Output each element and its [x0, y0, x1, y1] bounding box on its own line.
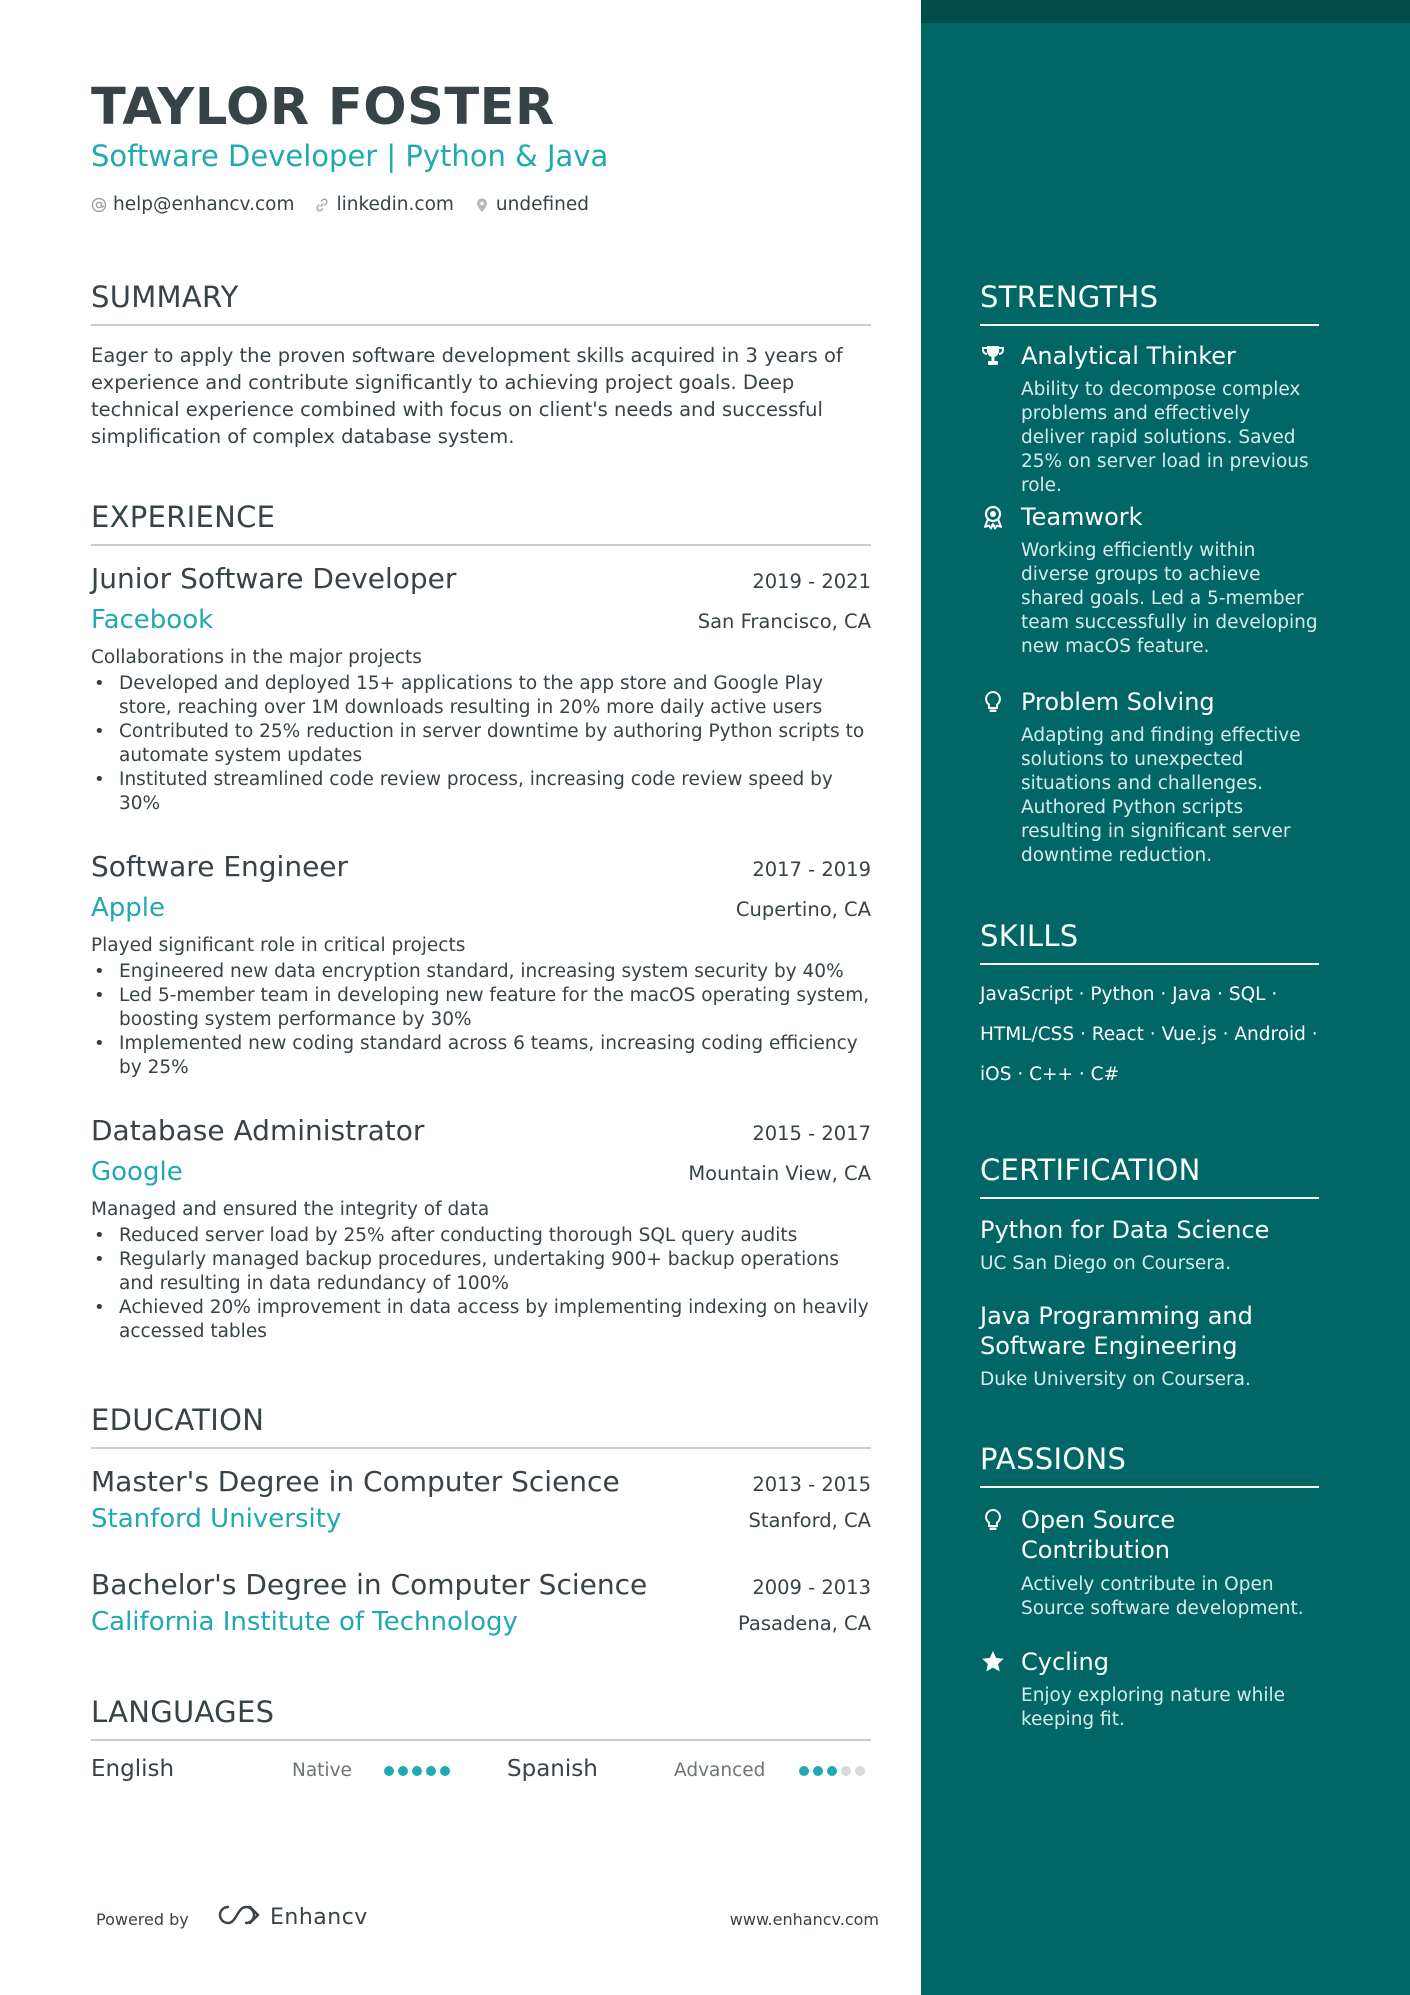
strength-title: Analytical Thinker: [1021, 342, 1236, 370]
passion-title: Open Source Contribution: [1021, 1506, 1176, 1564]
job-location: San Francisco, CA: [697, 610, 871, 633]
language-rating: [384, 1766, 450, 1776]
rating-dot-filled: [827, 1766, 837, 1776]
skills-line: JavaScript · Python · Java · SQL ·: [980, 984, 1278, 1005]
strength-item: [980, 688, 1319, 868]
candidate-title: Software Developer | Python & Java: [91, 139, 609, 173]
enhancv-logo[interactable]: [214, 1902, 368, 1932]
rating-dot-filled: [799, 1766, 809, 1776]
trophy-icon: [980, 343, 1006, 369]
certification-issuer: UC San Diego on Coursera.: [980, 1253, 1232, 1274]
languages-row: [91, 1756, 871, 1786]
location-pin-icon: [474, 197, 490, 213]
job-role: Software Engineer: [91, 850, 349, 883]
skills-line: HTML/CSS · React · Vue.js · Android ·: [980, 1024, 1318, 1045]
education-heading: EDUCATION: [91, 1403, 871, 1449]
candidate-name: TAYLOR FOSTER: [91, 78, 555, 137]
skills-heading: SKILLS: [980, 919, 1319, 965]
summary-text: Eager to apply the proven software development skills acquired in 3 years of experience and contribute significantly to achieving project goals. Deep technical experience combined with focus on client's needs and successful simplification of complex database system.: [91, 344, 843, 448]
email-text: help@enhancv.com: [113, 194, 295, 215]
passion-item: [980, 1648, 1319, 1732]
certification-title: Java Programming and Software Engineering: [980, 1302, 1253, 1360]
job-dates: 2015 - 2017: [752, 1122, 871, 1145]
degree-title: Master's Degree in Computer Science: [91, 1465, 620, 1498]
education-entry: [91, 1568, 871, 1637]
job-entry: [91, 562, 871, 816]
education-dates: 2009 - 2013: [752, 1576, 871, 1599]
job-bullet: • Developed and deployed 15+ applications to the app store and Google Play store, reaching over 1M downloads resulting in 20% more daily active users: [91, 672, 871, 720]
lightbulb-icon: [980, 1507, 1006, 1533]
language-level: Advanced: [674, 1760, 766, 1781]
education-entry: [91, 1465, 871, 1534]
job-entry: [91, 850, 871, 1080]
contact-row: [91, 194, 609, 215]
rating-dot-filled: [398, 1766, 408, 1776]
contact-email[interactable]: [91, 194, 294, 215]
rating-dot-filled: [813, 1766, 823, 1776]
certification-issuer: Duke University on Coursera.: [980, 1369, 1251, 1390]
strength-description: Adapting and finding effective solutions to unexpected situations and challenges. Authored Python scripts resulting in significant server downtime reduction.: [1021, 725, 1301, 866]
job-role: Database Administrator: [91, 1114, 425, 1147]
languages-heading: LANGUAGES: [91, 1695, 871, 1741]
education-dates: 2013 - 2015: [752, 1473, 871, 1496]
language-name: English: [91, 1756, 175, 1782]
job-bullet: • Led 5-member team in developing new feature for the macOS operating system, boosting system performance by 30%: [91, 984, 871, 1032]
school-name: Stanford University: [91, 1504, 342, 1534]
rating-dot-filled: [384, 1766, 394, 1776]
job-company: Google: [91, 1157, 183, 1187]
at-icon: [91, 197, 107, 213]
contact-location: [474, 194, 589, 215]
job-description: Managed and ensured the integrity of data: [91, 1199, 490, 1220]
rating-dot-filled: [412, 1766, 422, 1776]
strength-title: Teamwork: [1021, 503, 1143, 531]
certification-heading: CERTIFICATION: [980, 1153, 1319, 1199]
certification-item: [980, 1301, 1319, 1390]
language-name: Spanish: [507, 1756, 598, 1782]
passion-description: Actively contribute in Open Source software development.: [1021, 1574, 1304, 1619]
job-bullet: • Regularly managed backup procedures, undertaking 900+ backup operations and resulting in data redundancy of 100%: [91, 1248, 871, 1296]
certification-title: Python for Data Science: [980, 1216, 1270, 1244]
passion-description: Enjoy exploring nature while keeping fit.: [1021, 1685, 1286, 1730]
powered-by-text: Powered by: [96, 1910, 189, 1929]
job-bullets: [91, 960, 871, 1080]
rating-dot-filled: [440, 1766, 450, 1776]
job-bullet: • Instituted streamlined code review process, increasing code review speed by 30%: [91, 768, 871, 816]
school-location: Pasadena, CA: [738, 1612, 871, 1635]
language-rating: [799, 1766, 865, 1776]
strength-item: [980, 342, 1319, 498]
passions-heading: PASSIONS: [980, 1442, 1319, 1488]
strength-title: Problem Solving: [1021, 688, 1215, 716]
enhancv-logo-icon: [214, 1902, 264, 1932]
certification-item: [980, 1215, 1319, 1274]
passion-title: Cycling: [1021, 1648, 1109, 1676]
footer: [96, 1900, 879, 1940]
skills-list: [980, 975, 1319, 1095]
strength-description: Ability to decompose complex problems and effectively deliver rapid solutions. Saved 25% on server load in previous role.: [1021, 379, 1309, 496]
award-icon: [980, 504, 1006, 530]
job-bullet: • Achieved 20% improvement in data access by implementing indexing on heavily accessed tables: [91, 1296, 871, 1344]
job-role: Junior Software Developer: [91, 562, 457, 595]
linkedin-text: linkedin.com: [336, 194, 454, 215]
degree-title: Bachelor's Degree in Computer Science: [91, 1568, 648, 1601]
website-link[interactable]: www.enhancv.com: [729, 1910, 879, 1929]
rating-dot-filled: [426, 1766, 436, 1776]
job-bullet: • Implemented new coding standard across 6 teams, increasing coding efficiency by 25%: [91, 1032, 871, 1080]
job-description: Collaborations in the major projects: [91, 647, 422, 668]
job-bullet: • Engineered new data encryption standard, increasing system security by 40%: [91, 960, 871, 984]
star-icon: [980, 1649, 1006, 1675]
job-bullets: [91, 672, 871, 816]
enhancv-logo-text: Enhancv: [270, 1904, 368, 1930]
job-company: Facebook: [91, 605, 214, 635]
job-dates: 2017 - 2019: [752, 858, 871, 881]
experience-heading: EXPERIENCE: [91, 500, 871, 546]
school-location: Stanford, CA: [748, 1509, 871, 1532]
job-description: Played significant role in critical projects: [91, 935, 466, 956]
job-location: Mountain View, CA: [688, 1162, 871, 1185]
language-level: Native: [292, 1760, 352, 1781]
strength-item: [980, 503, 1319, 659]
rating-dot-empty: [841, 1766, 851, 1776]
sidebar-top-bar: [921, 0, 1410, 23]
job-entry: [91, 1114, 871, 1344]
skills-line: iOS · C++ · C#: [980, 1064, 1120, 1085]
job-bullets: [91, 1224, 871, 1344]
school-name: California Institute of Technology: [91, 1607, 518, 1637]
job-dates: 2019 - 2021: [752, 570, 871, 593]
location-text: undefined: [495, 194, 589, 215]
contact-linkedin[interactable]: [314, 194, 453, 215]
sidebar: [921, 0, 1410, 1995]
rating-dot-empty: [855, 1766, 865, 1776]
strength-description: Working efficiently within diverse groups to achieve shared goals. Led a 5-member team successfully in developing new macOS feature.: [1021, 540, 1318, 657]
job-bullet: • Contributed to 25% reduction in server downtime by authoring Python scripts to automate system updates: [91, 720, 871, 768]
strengths-heading: STRENGTHS: [980, 280, 1319, 326]
job-company: Apple: [91, 893, 166, 923]
passion-item: [980, 1505, 1319, 1621]
job-location: Cupertino, CA: [735, 898, 871, 921]
lightbulb-icon: [980, 689, 1006, 715]
summary-heading: SUMMARY: [91, 280, 871, 326]
link-icon: [314, 197, 330, 213]
job-bullet: • Reduced server load by 25% after conducting thorough SQL query audits: [91, 1224, 871, 1248]
